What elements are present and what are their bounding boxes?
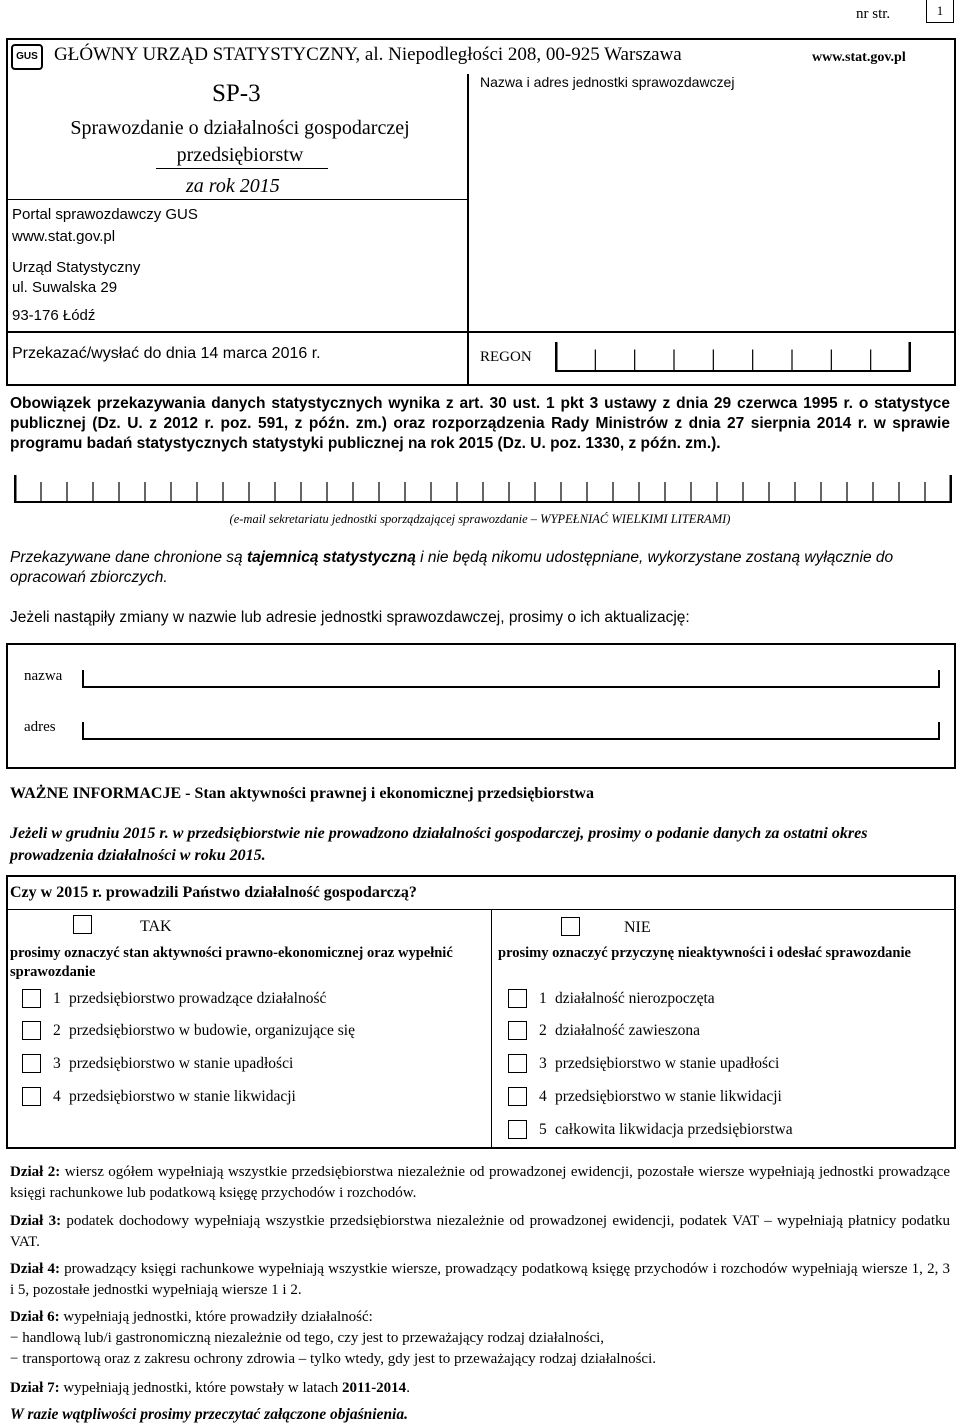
- name-field-label: nazwa: [24, 668, 63, 684]
- tak-option[interactable]: [22, 1021, 355, 1040]
- section-7-info: [10, 1378, 950, 1399]
- tak-checkbox[interactable]: [73, 915, 92, 934]
- option-number: 1: [53, 989, 61, 1007]
- option-label: przedsiębiorstwo w stanie likwidacji: [69, 1087, 296, 1105]
- section-text-end: .: [406, 1380, 410, 1396]
- final-note: W razie wątpliwości prosimy przeczytać załączone objaśnienia.: [10, 1406, 408, 1423]
- portal-name: Portal sprawozdawczy GUS: [12, 206, 198, 223]
- section-6-info: [10, 1307, 950, 1370]
- tak-option-checkbox[interactable]: [22, 1087, 41, 1106]
- legal-basis: Obowiązek przekazywania danych statystycznych wynika z art. 30 ust. 1 pkt 3 ustawy z dnia 29 czerwca 1995 r. o statystyce publicznej (Dz. U. z 2012 r. poz. 591, z późn. zm.) oraz rozporządzenia Rady Ministrów z dnia 27 sierpnia 2014 r. w sprawie programu badań statystycznych statystyki publicznej na rok 2015 (Dz. U. poz. 1330, z późn. zm.).: [10, 395, 950, 452]
- form-year: za rok 2015: [186, 175, 280, 197]
- option-label: działalność nierozpoczęta: [555, 989, 715, 1007]
- header-divider-vertical: [467, 74, 469, 386]
- address-field[interactable]: [82, 722, 940, 740]
- nie-option-checkbox[interactable]: [508, 1021, 527, 1040]
- nie-option[interactable]: [508, 1087, 782, 1106]
- option-number: 1: [539, 989, 547, 1007]
- nie-option[interactable]: [508, 989, 715, 1008]
- section-label: Dział 4:: [10, 1261, 60, 1277]
- option-label: przedsiębiorstwo prowadzące działalność: [69, 989, 327, 1007]
- nie-option[interactable]: [508, 1120, 793, 1139]
- regional-office-street: ul. Suwalska 29: [12, 279, 118, 296]
- option-label: całkowita likwidacja przedsiębiorstwa: [555, 1120, 793, 1138]
- form-code: SP-3: [212, 80, 261, 107]
- nie-option-checkbox[interactable]: [508, 989, 527, 1008]
- tak-option[interactable]: [22, 1087, 296, 1106]
- tak-instruction: prosimy oznaczyć stan aktywności prawno-ekonomicznej oraz wypełnić sprawozdanie: [10, 945, 453, 980]
- option-number: 2: [53, 1021, 61, 1039]
- header-divider-bottom: [6, 331, 956, 333]
- nie-option-checkbox[interactable]: [508, 1087, 527, 1106]
- answer-divider: [491, 909, 492, 1149]
- nie-option-checkbox[interactable]: [508, 1054, 527, 1073]
- tak-option-checkbox[interactable]: [22, 1021, 41, 1040]
- deadline: Przekazać/wysłać do dnia 14 marca 2016 r.: [12, 345, 321, 362]
- option-label: działalność zawieszona: [555, 1021, 701, 1039]
- tak-option[interactable]: [22, 989, 326, 1008]
- changes-prompt: Jeżeli nastąpiły zmiany w nazwie lub adresie jednostki sprawozdawczej, prosimy o ich aktualizację:: [10, 609, 690, 626]
- page-number-box: 1: [926, 0, 954, 23]
- address-field-label: adres: [24, 719, 56, 735]
- portal-info: [12, 204, 198, 248]
- tak-label: TAK: [140, 918, 172, 935]
- nie-label: NIE: [624, 919, 651, 936]
- section-label: Dział 7:: [10, 1380, 60, 1396]
- nie-instruction: prosimy oznaczyć przyczynę nieaktywności i odesłać sprawozdanie: [498, 945, 911, 961]
- office-address: GŁÓWNY URZĄD STATYSTYCZNY, al. Niepodległości 208, 00-925 Warszawa: [54, 44, 682, 65]
- tak-option[interactable]: [22, 1054, 293, 1073]
- regon-input[interactable]: [555, 342, 911, 372]
- section-text: wypełniają jednostki, które powstały w latach: [59, 1380, 343, 1396]
- section-3-info: [10, 1211, 950, 1253]
- option-label: przedsiębiorstwo w stanie upadłości: [555, 1054, 780, 1072]
- section-text: wypełniają jednostki, które prowadziły działalność:: [59, 1309, 373, 1325]
- privacy-text-pre: Przekazywane dane chronione są: [10, 549, 247, 566]
- section-6-item: − transportową oraz z zakresu ochrony zdrowia – tylko wtedy, gdy jest to przeważający rodzaj działalności.: [10, 1351, 656, 1367]
- option-number: 4: [539, 1087, 547, 1105]
- option-number: 5: [539, 1120, 547, 1138]
- section-6-item: − handlową lub/i gastronomiczną niezależnie od tego, czy jest to przeważający rodzaj działalności,: [10, 1330, 605, 1346]
- tak-option-checkbox[interactable]: [22, 1054, 41, 1073]
- section-label: Dział 2:: [10, 1164, 61, 1180]
- unit-name-label: Nazwa i adres jednostki sprawozdawczej: [480, 74, 735, 90]
- option-label: przedsiębiorstwo w stanie upadłości: [69, 1054, 294, 1072]
- nie-option[interactable]: [508, 1054, 779, 1073]
- section-7-years: 2011-2014: [342, 1380, 407, 1396]
- changes-box: [6, 643, 956, 769]
- regional-office-postcode: 93-176 Łódź: [12, 307, 96, 324]
- form-title: Sprawozdanie o działalności gospodarczej przedsiębiorstw: [70, 117, 410, 166]
- section-2-info: [10, 1162, 950, 1204]
- regional-office: [12, 258, 140, 326]
- option-number: 2: [539, 1021, 547, 1039]
- section-label: Dział 3:: [10, 1213, 62, 1229]
- nie-option-checkbox[interactable]: [508, 1120, 527, 1139]
- portal-url[interactable]: www.stat.gov.pl: [12, 228, 116, 245]
- section-text: wiersz ogółem wypełniają wszystkie przedsiębiorstwa niezależnie od prowadzonej ewidencji, pozostałe wiersze wypełniają jednostki prowadzące księgi rachunkowe lub podatkową księgę przychodów i rozchodów.: [10, 1164, 950, 1201]
- regional-office-name: Urząd Statystyczny: [12, 259, 141, 276]
- section-text: prowadzący księgi rachunkowe wypełniają wszystkie wiersze, prowadzący podatkową księgę przychodów i rozchodów wypełniają wiersze 1, 2, 3 i 5, pozostałe jednostki wypełniają wiersze 1 i 2.: [10, 1261, 950, 1298]
- email-input[interactable]: [14, 475, 952, 503]
- page-number-label: nr str.: [856, 6, 891, 22]
- section-4-info: [10, 1259, 950, 1301]
- option-label: przedsiębiorstwo w budowie, organizujące się: [69, 1021, 355, 1039]
- website-link[interactable]: www.stat.gov.pl: [812, 50, 906, 65]
- option-number: 4: [53, 1087, 61, 1105]
- privacy-text-post: i nie będą nikomu udostępniane, wykorzystane zostaną wyłącznie do opracowań zbiorczych.: [10, 549, 894, 586]
- section-text: podatek dochodowy wypełniają wszystkie przedsiębiorstwa niezależnie od prowadzonej ewidencji, podatek VAT – wypełniają płatnicy podatku VAT.: [10, 1213, 950, 1250]
- regon-label: REGON: [480, 349, 532, 365]
- email-note: (e-mail sekretariatu jednostki sporządzającej sprawozdanie – WYPEŁNIAĆ WIELKIMI LITERAMI): [229, 512, 731, 526]
- tak-option-checkbox[interactable]: [22, 989, 41, 1008]
- title-underline: [156, 168, 328, 169]
- activity-question: Czy w 2015 r. prowadzili Państwo działalność gospodarczą?: [10, 884, 417, 901]
- question-divider: [6, 909, 956, 910]
- header-divider-left: [6, 199, 468, 200]
- activity-question-box: [6, 875, 956, 1149]
- nie-checkbox[interactable]: [561, 917, 580, 936]
- privacy-emphasis: tajemnicą statystyczną: [246, 549, 416, 566]
- option-label: przedsiębiorstwo w stanie likwidacji: [555, 1087, 782, 1105]
- gus-logo: GUS: [11, 44, 43, 70]
- december-note: Jeżeli w grudniu 2015 r. w przedsiębiorstwie nie prowadzono działalności gospodarczej, prosimy o podanie danych za ostatni okres prowadzenia działalności w roku 2015.: [10, 825, 868, 864]
- important-title: WAŻNE INFORMACJE - Stan aktywności prawnej i ekonomicznej przedsiębiorstwa: [10, 785, 594, 802]
- nie-option[interactable]: [508, 1021, 700, 1040]
- option-number: 3: [539, 1054, 547, 1072]
- privacy-note: [10, 548, 950, 588]
- name-field[interactable]: [82, 670, 940, 688]
- section-label: Dział 6:: [10, 1309, 60, 1325]
- option-number: 3: [53, 1054, 61, 1072]
